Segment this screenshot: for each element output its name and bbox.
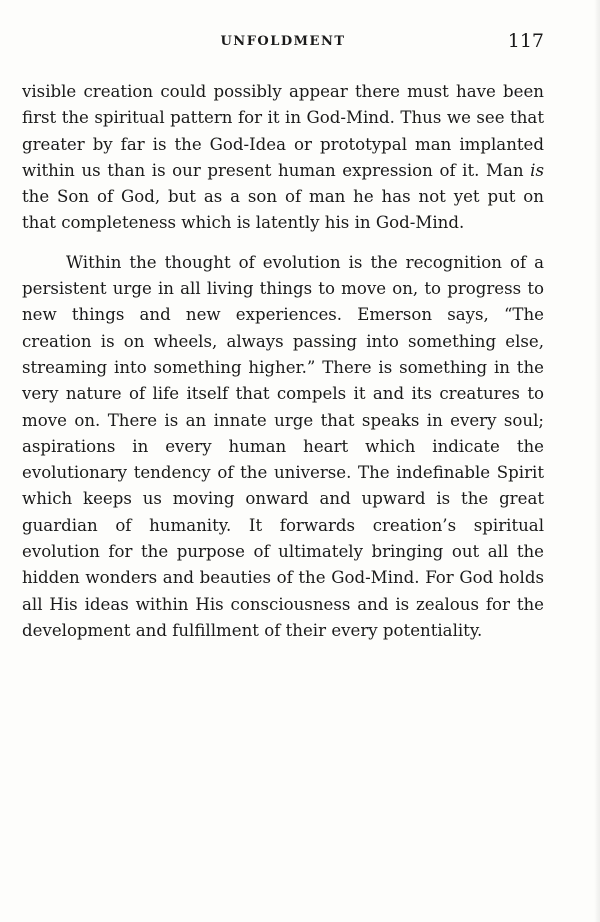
paragraph-1: [22, 79, 544, 237]
page-edge-shadow: [594, 0, 600, 922]
paragraph-1-part-2: the Son of God, but as a son of man he has not yet put on that completeness which is latently his in God-Mind.: [22, 187, 544, 233]
body-text: [22, 79, 544, 644]
running-header: [22, 30, 544, 54]
paragraph-1-part-1: visible creation could possibly appear there must have been first the spiritual pattern for it in God-Mind. Thus we see that greater by far is the God-Idea or prototypal man implanted within us than is our present human expression of it. Man: [22, 82, 544, 180]
paragraph-1-emphasis: is: [530, 160, 544, 180]
page-number: 117: [507, 30, 544, 52]
running-title: UNFOLDMENT: [220, 34, 346, 49]
paragraph-2: Within the thought of evolution is the recognition of a persistent urge in all living things to move on, to progress to new things and new experiences. Emerson says, “The creation is on wheels, always passing into something else, streaming into something higher.” There is something in the very nature of life itself that compels it and its creatures to move on. There is an innate urge that speaks in every soul; aspirations in every human heart which indicate the evolutionary tendency of the universe. The indefinable Spirit which keeps us moving onward and upward is the great guardian of humanity. It forwards creation’s spiritual evolution for the purpose of ultimately bringing out all the hidden wonders and beauties of the God-Mind. For God holds all His ideas within His consciousness and is zealous for the development and fulfillment of their every potentiality.: [22, 252, 544, 640]
